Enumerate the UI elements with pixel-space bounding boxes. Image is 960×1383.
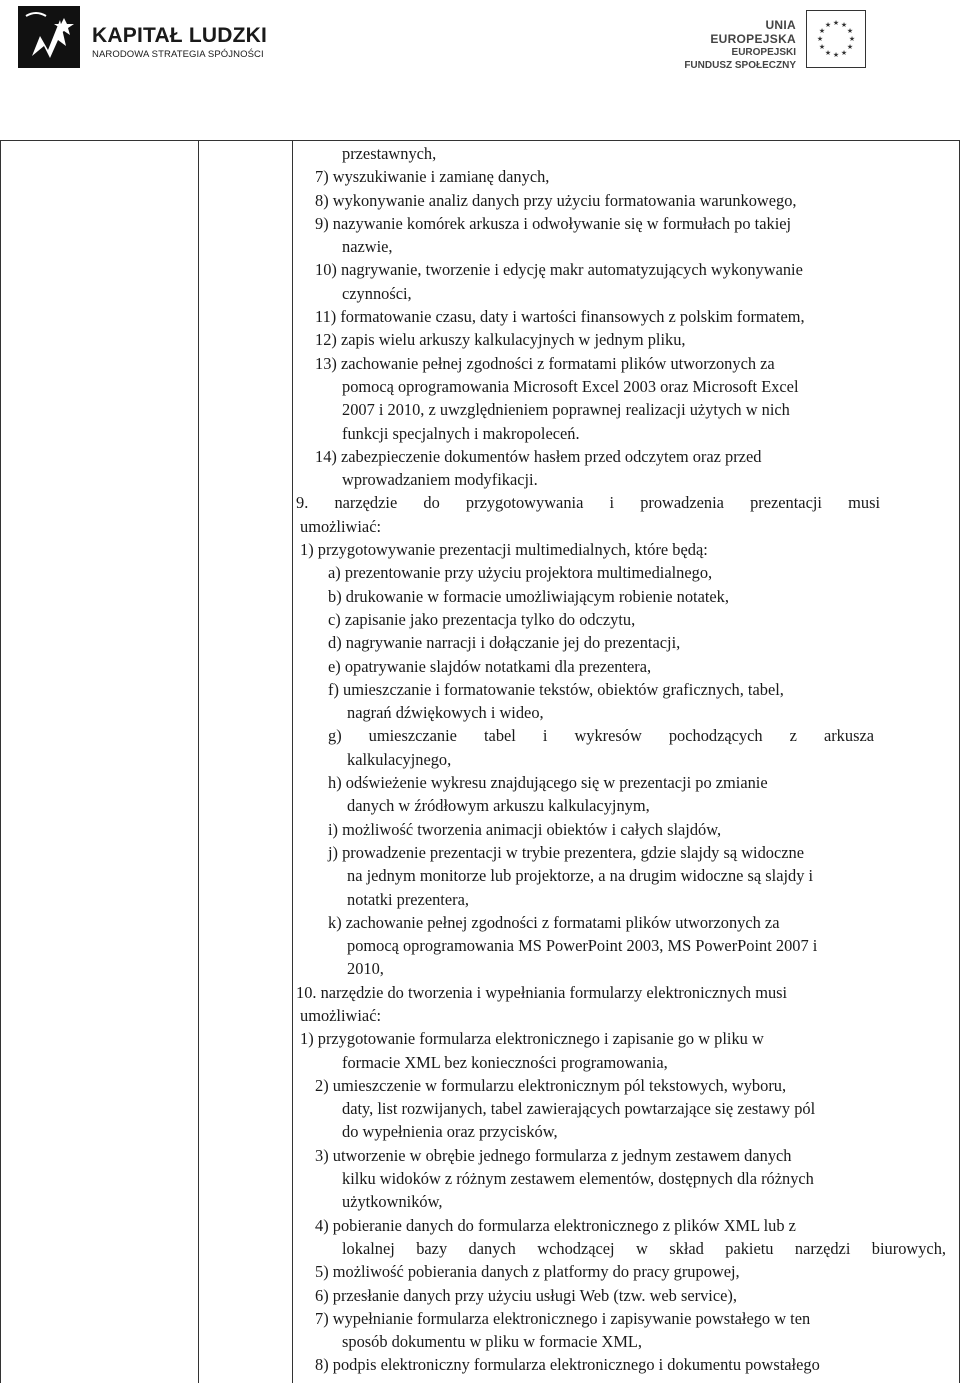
eu-fund-line2: FUNDUSZ SPOŁECZNY [684,60,796,71]
text-line: 4) pobieranie danych do formularza elektronicznego z plików XML lub z [315,1215,796,1235]
kapital-ludzki-subtitle: NARODOWA STRATEGIA SPÓJNOŚCI [92,49,264,60]
text-line: przestawnych, [342,144,437,163]
text-line: pomocą oprogramowania MS PowerPoint 2003, MS PowerPoint 2007 i [347,936,818,956]
text-line: daty, list rozwijanych, tabel zawierających powtarzające się zestawy pól [342,1099,816,1119]
section-heading: 10. narzędzie do tworzenia i wypełniania formularzy elektronicznych musi [296,982,788,1002]
text-line: 6) przesłanie danych przy użyciu usługi Web (tzw. web service), [315,1285,737,1305]
text-line: nazwie, [342,237,393,257]
text-line: f) umieszczanie i formatowanie tekstów, obiektów graficznych, tabel, [328,679,784,699]
eu-fund-line1: EUROPEJSKI [731,47,796,58]
table-column-divider-1 [198,140,199,1383]
text-line: 7) wypełnianie formularza elektronicznego i zapisywanie powstałego w ten [315,1308,811,1328]
text-line: funkcji specjalnych i makropoleceń. [342,423,580,443]
svg-text:★: ★ [818,27,826,35]
text-line: 10) nagrywanie, tworzenie i edycję makr automatyzujących wykonywanie [315,260,803,280]
svg-text:★: ★ [846,27,854,35]
text-line: e) opatrywanie slajdów notatkami dla prezentera, [328,656,652,676]
text-line: c) zapisanie jako prezentacja tylko do odczytu, [328,609,636,629]
text-line: czynności, [342,283,412,303]
text-line: formacie XML bez konieczności programowania, [342,1052,668,1072]
svg-text:★: ★ [848,35,856,43]
text-line: 9) nazywanie komórek arkusza i odwoływanie się w formułach po takiej [315,213,792,233]
text-line: użytkowników, [342,1192,443,1212]
text-line: umożliwiać: [300,1005,382,1025]
text-line: i) możliwość tworzenia animacji obiektów i całych slajdów, [328,819,722,839]
page-header [0,0,960,80]
text-line: 3) utworzenie w obrębie jednego formularza z jednym zestawem danych [315,1145,792,1165]
text-line: k) zachowanie pełnej zgodności z formatami plików utworzonych za [328,912,780,932]
svg-text:★: ★ [840,49,848,57]
text-line: 8) podpis elektroniczny formularza elektronicznego i dokumentu powstałego [315,1355,820,1375]
kapital-ludzki-title: KAPITAŁ LUDZKI [92,24,268,47]
text-line: 1) przygotowywanie prezentacji multimedialnych, które będą: [300,540,708,560]
eu-title: UNIA EUROPEJSKA [710,18,796,46]
text-line: wprowadzaniem modyfikacji. [342,470,538,490]
text-line: 2010, [347,959,384,979]
text-line: umożliwiać: [300,516,382,536]
svg-text:★: ★ [816,35,824,43]
eu-text-block [682,18,796,72]
text-line: 8) wykonywanie analiz danych przy użyciu formatowania warunkowego, [315,190,797,210]
text-line: 13) zachowanie pełnej zgodności z formatami plików utworzonych za [315,353,775,373]
text-line: 2) umieszczenie w formularzu elektronicznym pól tekstowych, wyboru, [315,1075,787,1095]
text-line: sposób dokumentu w pliku w formacie XML, [342,1332,643,1352]
table-top-border [0,140,960,141]
text-line: pomocą oprogramowania Microsoft Excel 2003 oraz Microsoft Excel [342,376,799,396]
eu-flag-icon [806,10,866,68]
svg-text:★: ★ [846,43,854,51]
text-line: 5) możliwość pobierania danych z platformy do pracy grupowej, [315,1262,740,1282]
text-line: 7) wyszukiwanie i zamianę danych, [315,167,550,187]
text-line: nagrań dźwiękowych i wideo, [347,703,544,723]
text-line: d) nagrywanie narracji i dołączanie jej do prezentacji, [328,633,681,653]
text-line: a) prezentowanie przy użyciu projektora multimedialnego, [328,563,713,583]
svg-text:★: ★ [840,21,848,29]
text-line: do wypełnienia oraz przycisków, [342,1122,558,1142]
text-line: na jednym monitorze lub projektorze, a na drugim widoczne są slajdy i [347,866,814,886]
svg-text:★: ★ [824,21,832,29]
svg-text:★: ★ [832,51,840,59]
table-column-divider-2 [292,140,293,1383]
text-line: notatki prezentera, [347,889,469,909]
svg-text:★: ★ [832,19,840,27]
text-line: 14) zabezpieczenie dokumentów hasłem przed odczytem oraz przed [315,446,762,466]
table-border-left [0,140,1,1383]
text-line: kilku widoków z różnym zestawem elementów, dostępnych dla różnych [342,1169,814,1189]
text-line: 11) formatowanie czasu, daty i wartości finansowych z polskim formatem, [315,307,805,327]
text-line: 1) przygotowanie formularza elektronicznego i zapisanie go w pliku w [300,1029,764,1049]
text-line: b) drukowanie w formacie umożliwiającym robienie notatek, [328,586,729,606]
text-line: 12) zapis wielu arkuszy kalkulacyjnych w jednym pliku, [315,330,686,350]
text-line: lokalnej bazy danych wchodzącej w skład pakietu narzędzi biurowych, [342,1238,946,1258]
text-line: kalkulacyjnego, [347,749,452,769]
svg-text:★: ★ [824,49,832,57]
text-line: h) odświeżenie wykresu znajdującego się w prezentacji po zmianie [328,773,768,793]
section-heading: 9. narzędzie do przygotowywania i prowadzenia prezentacji musi [296,493,880,513]
text-line: g) umieszczanie tabel i wykresów pochodzących z arkusza [328,726,874,746]
table-cell-content [296,142,956,1377]
svg-text:★: ★ [818,43,826,51]
text-line: 2007 i 2010, z uwzględnieniem poprawnej realizacji użytych w nich [342,400,790,420]
text-line: danych w źródłowym arkuszu kalkulacyjnym, [347,796,650,816]
text-line: j) prowadzenie prezentacji w trybie prezentera, gdzie slajdy są widoczne [328,842,805,862]
